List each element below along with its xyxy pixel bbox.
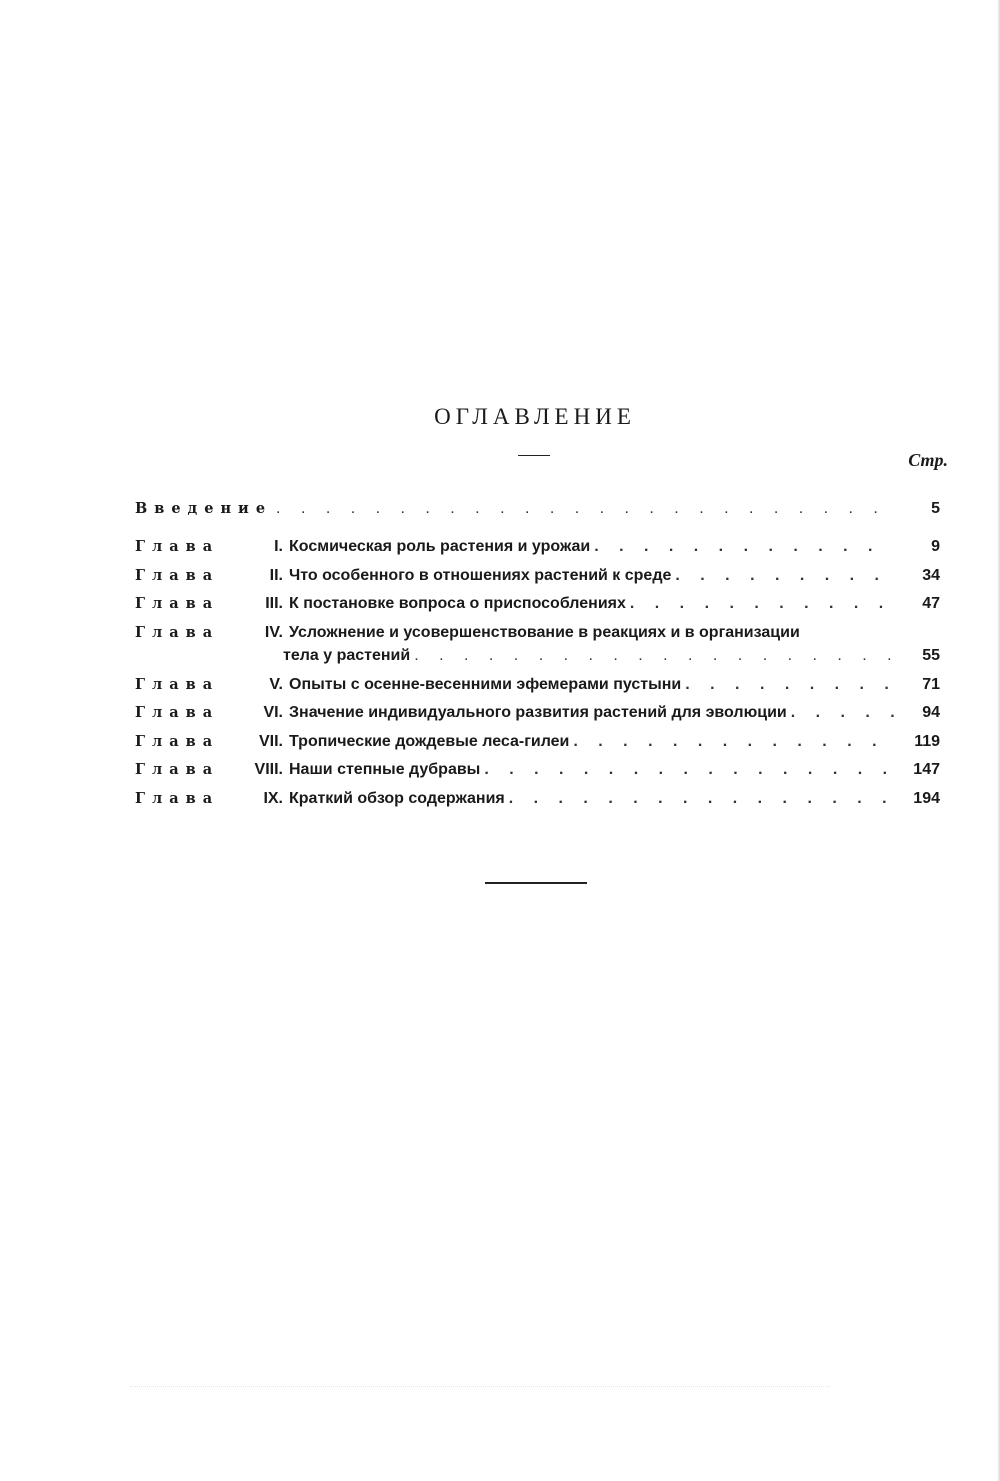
chapter-word: Глава [135, 733, 220, 750]
toc-entry-intro [135, 500, 940, 524]
leader-dots [685, 676, 894, 694]
chapter-word: Глава [135, 790, 220, 807]
chapter-numeral: III. [265, 595, 283, 612]
toc-entry-chapter-3 [135, 595, 940, 619]
chapter-title-wrap [289, 761, 894, 779]
chapter-title-wrap [289, 704, 894, 722]
chapter-word: Глава [135, 595, 220, 612]
page-number: 147 [913, 761, 940, 778]
chapter-title: Краткий обзор содержания [289, 790, 505, 807]
toc-entry-chapter-4-continuation [283, 647, 940, 671]
page-number: 94 [922, 704, 940, 721]
chapter-word: Глава [135, 676, 220, 693]
chapter-title-wrap [289, 595, 894, 613]
toc-entry-chapter-1 [135, 538, 940, 562]
chapter-title-continuation: тела у растений [283, 647, 411, 664]
toc-entry-chapter-2 [135, 567, 940, 591]
chapter-title: Что особенного в отношениях растений к среде [289, 567, 672, 584]
toc-entry-chapter-7 [135, 733, 940, 757]
chapter-word: Глава [135, 567, 220, 584]
chapter-title-wrap [289, 624, 894, 642]
chapter-numeral: IV. [264, 624, 283, 641]
toc-entry-chapter-8 [135, 761, 940, 785]
chapter-numeral: II. [269, 567, 283, 584]
page-number: 194 [913, 790, 940, 807]
toc-entry-chapter-9 [135, 790, 940, 814]
end-rule [485, 882, 587, 884]
chapter-title: Тропические дождевые леса-гилеи [289, 733, 570, 750]
leader-dots [414, 647, 894, 665]
page-number: 71 [922, 676, 940, 693]
chapter-word: Глава [135, 761, 220, 778]
chapter-title: Значение индивидуального развития растений для эволюции [289, 704, 787, 721]
page-number: 9 [931, 538, 940, 555]
intro-label: Введение [135, 500, 273, 517]
chapter-title: Наши степные дубравы [289, 761, 481, 778]
page-number: 55 [922, 647, 940, 664]
title-underline [518, 455, 550, 456]
leader-dots [276, 500, 894, 518]
leader-dots [791, 704, 894, 722]
scan-artifact [130, 1386, 830, 1389]
chapter-numeral: VIII. [254, 761, 283, 778]
chapter-word: Глава [135, 704, 220, 721]
page-number: 5 [931, 500, 940, 517]
leader-dots [573, 733, 894, 751]
page-number: 47 [922, 595, 940, 612]
chapter-title: К постановке вопроса о приспособлениях [289, 595, 626, 612]
leader-dots [484, 761, 894, 779]
chapter-title: Усложнение и усовершенствование в реакциях и в организации [289, 624, 800, 641]
chapter-numeral: VII. [258, 733, 283, 750]
page-number: 119 [914, 733, 940, 750]
page-number: 34 [922, 567, 940, 584]
chapter-numeral: VI. [263, 704, 283, 721]
chapter-title-wrap [289, 676, 894, 694]
chapter-numeral: V. [269, 676, 283, 693]
chapter-word: Глава [135, 624, 220, 641]
chapter-title: Опыты с осенне-весенними эфемерами пустыни [289, 676, 682, 693]
toc-entry-chapter-6 [135, 704, 940, 728]
leader-dots [594, 538, 894, 556]
chapter-title-wrap [289, 790, 894, 808]
toc-entry-chapter-5 [135, 676, 940, 700]
chapter-title-wrap [289, 538, 894, 556]
chapter-numeral: IX. [263, 790, 283, 807]
toc-entry-chapter-4 [135, 624, 940, 648]
chapter-title-wrap [289, 567, 894, 585]
page-column-header: Стр. [908, 450, 948, 470]
leader-dots [509, 790, 894, 808]
chapter-title-wrap [289, 733, 894, 751]
chapter-numeral: I. [274, 538, 283, 555]
chapter-title: Космическая роль растения и урожаи [289, 538, 591, 555]
chapter-word: Глава [135, 538, 220, 555]
leader-dots [675, 567, 894, 585]
leader-dots [630, 595, 894, 613]
page-title: ОГЛАВЛЕНИЕ [434, 404, 636, 429]
